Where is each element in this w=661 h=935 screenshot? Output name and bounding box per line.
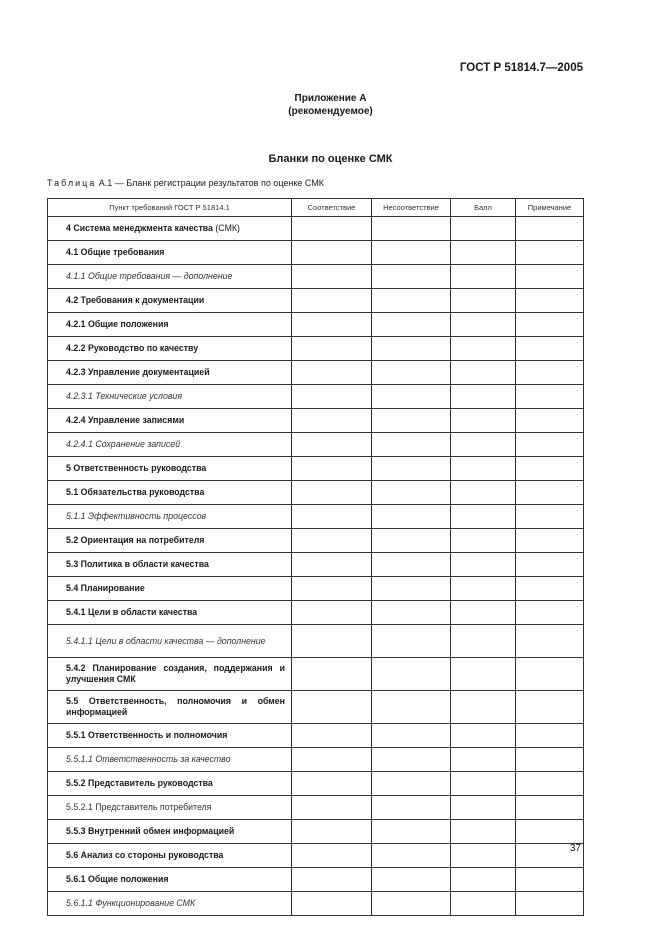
conformity-cell[interactable] <box>292 796 372 820</box>
score-cell[interactable] <box>451 265 516 289</box>
column-header: Несоответствие <box>372 199 451 217</box>
table-row <box>48 385 584 409</box>
table-caption <box>47 178 324 188</box>
table-row <box>48 505 584 529</box>
requirement-cell <box>48 748 292 772</box>
requirement-cell <box>48 505 292 529</box>
score-cell[interactable] <box>451 457 516 481</box>
conformity-cell[interactable] <box>292 625 372 658</box>
requirement-cell <box>48 868 292 892</box>
conformity-cell[interactable] <box>292 289 372 313</box>
requirement-text: 4.2.4 Управление записями <box>66 415 185 425</box>
nonconformity-cell[interactable] <box>372 337 451 361</box>
requirement-cell <box>48 658 292 691</box>
score-cell[interactable] <box>451 529 516 553</box>
nonconformity-cell[interactable] <box>372 529 451 553</box>
table-row <box>48 433 584 457</box>
requirement-text: 4.1 Общие требования <box>66 247 165 257</box>
note-cell[interactable] <box>516 625 584 658</box>
score-cell[interactable] <box>451 796 516 820</box>
requirement-text: 4.2.3.1 Технические условия <box>66 391 183 401</box>
note-cell[interactable] <box>516 601 584 625</box>
note-cell[interactable] <box>516 337 584 361</box>
conformity-cell[interactable] <box>292 772 372 796</box>
conformity-cell[interactable] <box>292 409 372 433</box>
nonconformity-cell[interactable] <box>372 505 451 529</box>
score-cell[interactable] <box>451 748 516 772</box>
conformity-cell[interactable] <box>292 658 372 691</box>
note-cell[interactable] <box>516 529 584 553</box>
nonconformity-cell[interactable] <box>372 553 451 577</box>
score-cell[interactable] <box>451 433 516 457</box>
requirement-cell <box>48 481 292 505</box>
note-cell[interactable] <box>516 505 584 529</box>
conformity-cell[interactable] <box>292 337 372 361</box>
requirement-text: 5.5.1 Ответственность и полномочия <box>66 730 228 740</box>
conformity-cell[interactable] <box>292 265 372 289</box>
nonconformity-cell[interactable] <box>372 658 451 691</box>
conformity-cell[interactable] <box>292 313 372 337</box>
conformity-cell[interactable] <box>292 892 372 916</box>
note-cell[interactable] <box>516 892 584 916</box>
conformity-cell[interactable] <box>292 361 372 385</box>
annex-heading <box>0 92 661 118</box>
score-cell[interactable] <box>451 289 516 313</box>
requirement-cell <box>48 820 292 844</box>
conformity-cell[interactable] <box>292 724 372 748</box>
requirement-text: 5.6.1.1 Функционирование СМК <box>66 898 196 908</box>
requirement-text: 5.3 Политика в области качества <box>66 559 209 569</box>
table-header-row <box>48 199 584 217</box>
requirement-cell <box>48 337 292 361</box>
table-row <box>48 892 584 916</box>
score-cell[interactable] <box>451 868 516 892</box>
table-row <box>48 844 584 868</box>
score-cell[interactable] <box>451 217 516 241</box>
table-caption-text: А.1 — Бланк регистрации результатов по оценке СМК <box>96 178 325 188</box>
score-cell[interactable] <box>451 313 516 337</box>
conformity-cell[interactable] <box>292 433 372 457</box>
conformity-cell[interactable] <box>292 553 372 577</box>
column-header: Примечание <box>516 199 584 217</box>
score-cell[interactable] <box>451 481 516 505</box>
table-row <box>48 772 584 796</box>
conformity-cell[interactable] <box>292 457 372 481</box>
table-row <box>48 577 584 601</box>
conformity-cell[interactable] <box>292 217 372 241</box>
nonconformity-cell[interactable] <box>372 748 451 772</box>
table-row <box>48 748 584 772</box>
requirement-cell <box>48 529 292 553</box>
requirement-cell <box>48 241 292 265</box>
table-row <box>48 289 584 313</box>
table-row <box>48 868 584 892</box>
requirement-cell <box>48 385 292 409</box>
nonconformity-cell[interactable] <box>372 601 451 625</box>
requirement-text: 4.2.2 Руководство по качеству <box>66 343 199 353</box>
note-cell[interactable] <box>516 457 584 481</box>
score-cell[interactable] <box>451 505 516 529</box>
nonconformity-cell[interactable] <box>372 691 451 724</box>
nonconformity-cell[interactable] <box>372 796 451 820</box>
table-row <box>48 217 584 241</box>
requirement-cell <box>48 265 292 289</box>
table-row <box>48 724 584 748</box>
table-row <box>48 313 584 337</box>
score-cell[interactable] <box>451 772 516 796</box>
note-cell[interactable] <box>516 820 584 844</box>
note-cell[interactable] <box>516 409 584 433</box>
requirement-cell <box>48 577 292 601</box>
table-caption-label: Таблица <box>47 178 97 188</box>
requirement-cell <box>48 772 292 796</box>
score-cell[interactable] <box>451 658 516 691</box>
requirement-cell <box>48 433 292 457</box>
table-row <box>48 601 584 625</box>
requirement-suffix: (СМК) <box>212 223 240 233</box>
table-row <box>48 337 584 361</box>
requirement-cell <box>48 217 292 241</box>
nonconformity-cell[interactable] <box>372 577 451 601</box>
table-row <box>48 553 584 577</box>
table-row <box>48 820 584 844</box>
table-row <box>48 625 584 658</box>
note-cell[interactable] <box>516 241 584 265</box>
requirement-text: 5.5.2.1 Представитель потребителя <box>66 802 212 812</box>
requirement-text: 4.2.3 Управление документацией <box>66 367 210 377</box>
score-cell[interactable] <box>451 361 516 385</box>
table-row <box>48 241 584 265</box>
table-row <box>48 361 584 385</box>
conformity-cell[interactable] <box>292 844 372 868</box>
nonconformity-cell[interactable] <box>372 289 451 313</box>
requirement-text: 5.5.2 Представитель руководства <box>66 778 213 788</box>
conformity-cell[interactable] <box>292 481 372 505</box>
requirement-text: 5.5 Ответственность, полномочия и обмен информацией <box>66 696 285 717</box>
annex-title: Приложение А <box>294 93 367 104</box>
document-code: ГОСТ Р 51814.7—2005 <box>459 62 583 74</box>
nonconformity-cell[interactable] <box>372 820 451 844</box>
section-heading: Бланки по оценке СМК <box>268 153 393 165</box>
nonconformity-cell[interactable] <box>372 772 451 796</box>
requirement-cell <box>48 601 292 625</box>
note-cell[interactable] <box>516 361 584 385</box>
requirement-cell <box>48 844 292 868</box>
note-cell[interactable] <box>516 772 584 796</box>
nonconformity-cell[interactable] <box>372 844 451 868</box>
requirement-cell <box>48 313 292 337</box>
nonconformity-cell[interactable] <box>372 265 451 289</box>
assessment-table <box>47 198 584 916</box>
note-cell[interactable] <box>516 868 584 892</box>
note-cell[interactable] <box>516 796 584 820</box>
score-cell[interactable] <box>451 337 516 361</box>
conformity-cell[interactable] <box>292 577 372 601</box>
nonconformity-cell[interactable] <box>372 361 451 385</box>
nonconformity-cell[interactable] <box>372 385 451 409</box>
requirement-cell <box>48 553 292 577</box>
requirement-text: 5.4.2 Планирование создания, поддержания и улучшения СМК <box>66 663 285 684</box>
conformity-cell[interactable] <box>292 505 372 529</box>
column-header: Балл <box>451 199 516 217</box>
score-cell[interactable] <box>451 409 516 433</box>
note-cell[interactable] <box>516 658 584 691</box>
conformity-cell[interactable] <box>292 748 372 772</box>
note-cell[interactable] <box>516 433 584 457</box>
requirement-text: 4.2.1 Общие положения <box>66 319 169 329</box>
nonconformity-cell[interactable] <box>372 217 451 241</box>
note-cell[interactable] <box>516 553 584 577</box>
score-cell[interactable] <box>451 385 516 409</box>
requirement-text: 5.6 Анализ со стороны руководства <box>66 850 224 860</box>
requirement-text: 5.4 Планирование <box>66 583 145 593</box>
nonconformity-cell[interactable] <box>372 625 451 658</box>
requirement-cell <box>48 796 292 820</box>
requirement-text: 5 Ответственность руководства <box>66 463 207 473</box>
conformity-cell[interactable] <box>292 241 372 265</box>
note-cell[interactable] <box>516 724 584 748</box>
conformity-cell[interactable] <box>292 691 372 724</box>
note-cell[interactable] <box>516 748 584 772</box>
table-row <box>48 658 584 691</box>
score-cell[interactable] <box>451 724 516 748</box>
table-row <box>48 457 584 481</box>
requirement-cell <box>48 892 292 916</box>
requirement-text: 4.2 Требования к документации <box>66 295 205 305</box>
requirement-text: 5.4.1 Цели в области качества <box>66 607 198 617</box>
requirement-cell <box>48 625 292 658</box>
requirement-cell <box>48 691 292 724</box>
requirement-cell <box>48 289 292 313</box>
table-row <box>48 529 584 553</box>
column-header: Пункт требований ГОСТ Р 51814.1 <box>48 199 292 217</box>
note-cell[interactable] <box>516 313 584 337</box>
note-cell[interactable] <box>516 577 584 601</box>
annex-subtitle: (рекомендуемое) <box>288 106 373 117</box>
score-cell[interactable] <box>451 691 516 724</box>
conformity-cell[interactable] <box>292 385 372 409</box>
nonconformity-cell[interactable] <box>372 313 451 337</box>
score-cell[interactable] <box>451 601 516 625</box>
column-header: Соответствие <box>292 199 372 217</box>
requirement-text: 4 Система менеджмента качества <box>66 223 213 233</box>
requirement-text: 5.5.3 Внутренний обмен информацией <box>66 826 235 836</box>
nonconformity-cell[interactable] <box>372 457 451 481</box>
table-row <box>48 409 584 433</box>
nonconformity-cell[interactable] <box>372 481 451 505</box>
conformity-cell[interactable] <box>292 529 372 553</box>
requirement-text: 5.1.1 Эффективность процессов <box>66 511 207 521</box>
requirement-cell <box>48 457 292 481</box>
table-row <box>48 481 584 505</box>
note-cell[interactable] <box>516 385 584 409</box>
score-cell[interactable] <box>451 844 516 868</box>
requirement-text: 5.6.1 Общие положения <box>66 874 169 884</box>
score-cell[interactable] <box>451 892 516 916</box>
requirement-text: 4.1.1 Общие требования — дополнение <box>66 271 233 281</box>
table-row <box>48 265 584 289</box>
requirement-text: 4.2.4.1 Сохранение записей <box>66 439 181 449</box>
note-cell[interactable] <box>516 481 584 505</box>
requirement-text: 5.2 Ориентация на потребителя <box>66 535 205 545</box>
conformity-cell[interactable] <box>292 868 372 892</box>
requirement-cell <box>48 409 292 433</box>
score-cell[interactable] <box>451 553 516 577</box>
note-cell[interactable] <box>516 289 584 313</box>
nonconformity-cell[interactable] <box>372 892 451 916</box>
requirement-cell <box>48 724 292 748</box>
nonconformity-cell[interactable] <box>372 433 451 457</box>
nonconformity-cell[interactable] <box>372 241 451 265</box>
requirement-text: 5.5.1.1 Ответственность за качество <box>66 754 231 764</box>
table-row <box>48 691 584 724</box>
requirement-text: 5.4.1.1 Цели в области качества — дополнение <box>66 635 266 646</box>
conformity-cell[interactable] <box>292 820 372 844</box>
page-number: 37 <box>569 843 581 854</box>
requirement-text: 5.1 Обязательства руководства <box>66 487 205 497</box>
note-cell[interactable] <box>516 691 584 724</box>
nonconformity-cell[interactable] <box>372 868 451 892</box>
requirement-cell <box>48 361 292 385</box>
note-cell[interactable] <box>516 217 584 241</box>
note-cell[interactable] <box>516 265 584 289</box>
score-cell[interactable] <box>451 241 516 265</box>
nonconformity-cell[interactable] <box>372 409 451 433</box>
nonconformity-cell[interactable] <box>372 724 451 748</box>
table-row <box>48 796 584 820</box>
score-cell[interactable] <box>451 820 516 844</box>
score-cell[interactable] <box>451 577 516 601</box>
conformity-cell[interactable] <box>292 601 372 625</box>
score-cell[interactable] <box>451 625 516 658</box>
